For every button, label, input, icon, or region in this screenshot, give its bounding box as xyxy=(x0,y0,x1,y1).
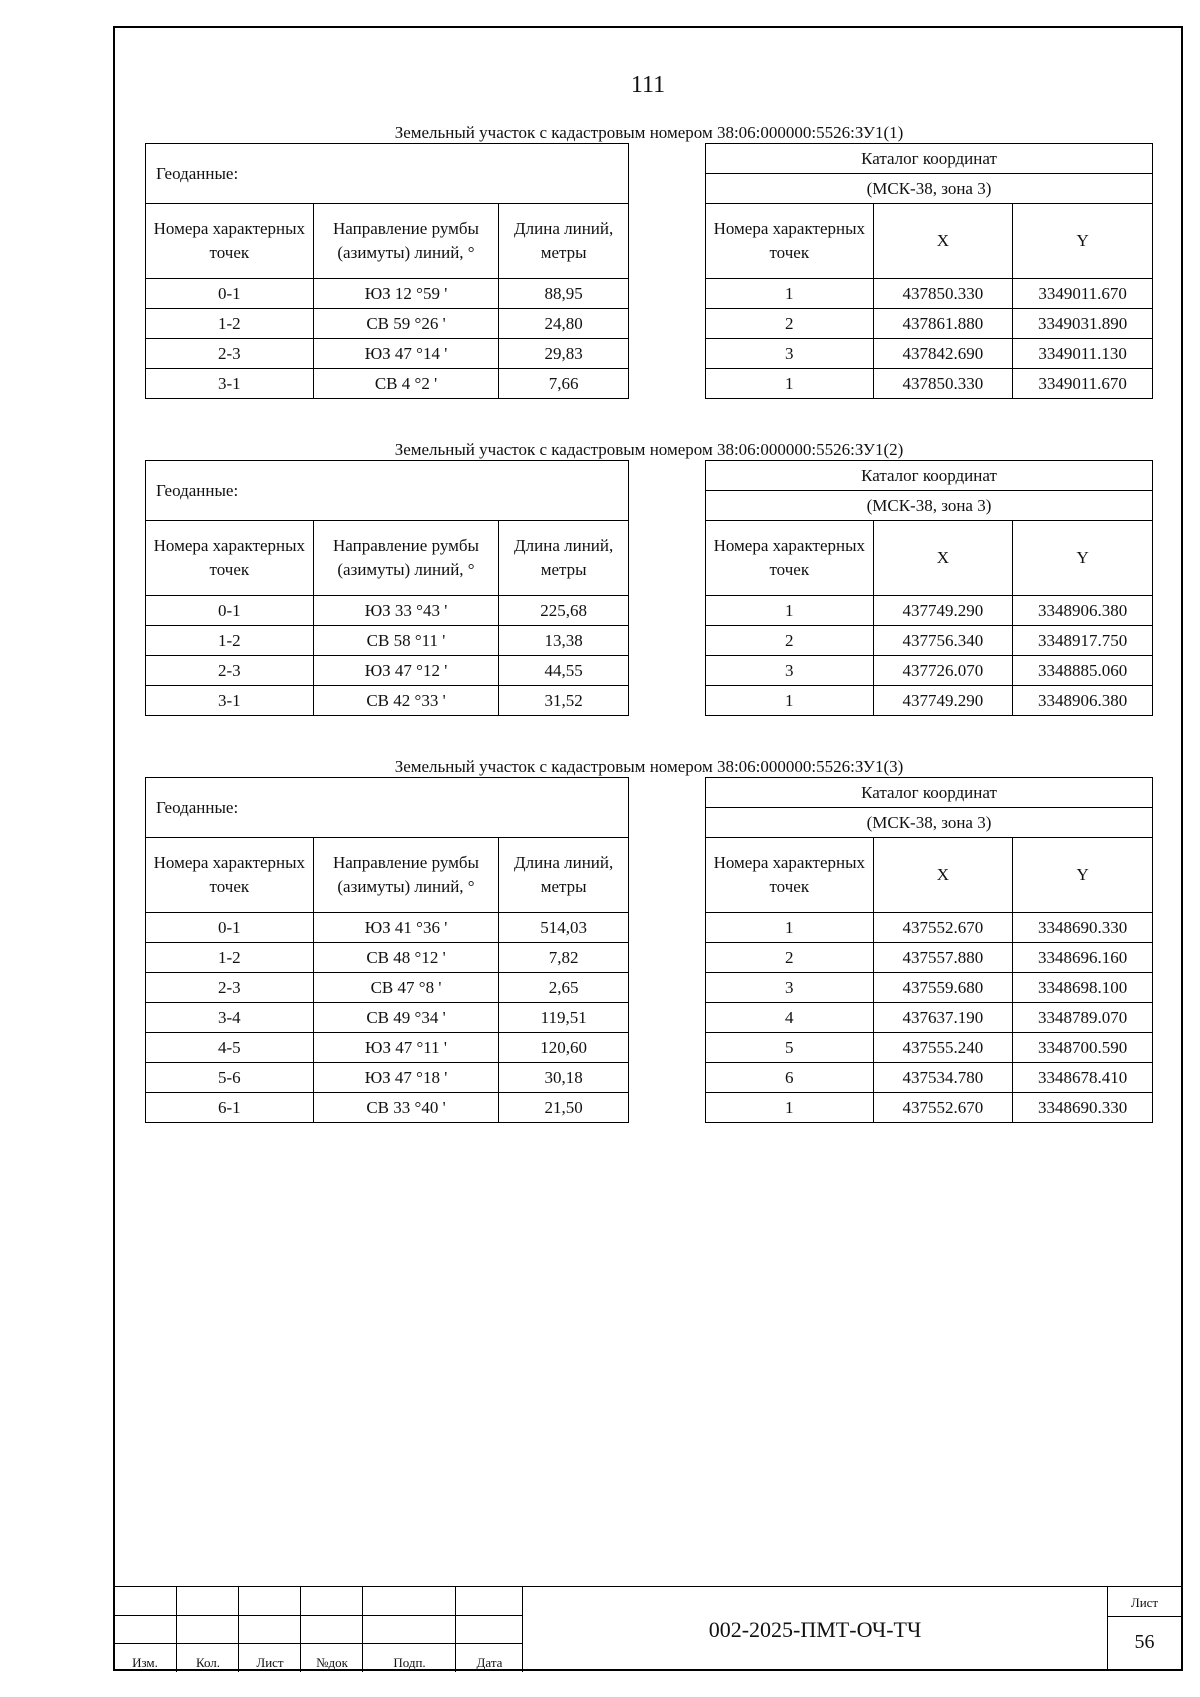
table-cell: 6-1 xyxy=(146,1093,314,1123)
table-cell: 4 xyxy=(706,1003,874,1033)
table-cell: 24,80 xyxy=(499,309,629,339)
table-cell: 3348690.330 xyxy=(1013,913,1153,943)
title-block xyxy=(113,1586,1183,1671)
table-row xyxy=(146,1093,629,1123)
table-cell: СВ 4 °2 ' xyxy=(313,369,499,399)
section-title: Земельный участок с кадастровым номером 38:06:000000:5526:ЗУ1(2) xyxy=(394,440,904,459)
table-cell: СВ 49 °34 ' xyxy=(313,1003,499,1033)
catalog-column-header: Y xyxy=(1013,838,1153,913)
table-cell: 21,50 xyxy=(499,1093,629,1123)
table-cell: ЮЗ 47 °18 ' xyxy=(313,1063,499,1093)
table-row xyxy=(706,1093,1153,1123)
table-cell: 3349011.130 xyxy=(1013,339,1153,369)
table-row xyxy=(146,913,629,943)
table-cell: 5-6 xyxy=(146,1063,314,1093)
stamp-col-izm: Изм. xyxy=(132,1655,158,1670)
table-cell: 1-2 xyxy=(146,309,314,339)
geodata-column-header: Направление румбы (азимуты) линий, ° xyxy=(313,204,499,279)
table-cell: СВ 33 °40 ' xyxy=(313,1093,499,1123)
stamp-col-kol: Кол. xyxy=(195,1655,221,1670)
section-title: Земельный участок с кадастровым номером 38:06:000000:5526:ЗУ1(1) xyxy=(394,123,904,142)
table-cell: 3348698.100 xyxy=(1013,973,1153,1003)
stamp-col-data: Дата xyxy=(476,1655,503,1670)
sheet-label: Лист xyxy=(1130,1595,1159,1610)
table-cell: 7,82 xyxy=(499,943,629,973)
page-number: 111 xyxy=(630,72,666,98)
table-cell: 1-2 xyxy=(146,943,314,973)
stamp-col-podp: Подп. xyxy=(393,1655,426,1670)
table-cell: 30,18 xyxy=(499,1063,629,1093)
table-row xyxy=(146,279,629,309)
document-code: 002-2025-ПМТ-ОЧ-ТЧ xyxy=(523,1586,1108,1671)
geodata-column-header: Длина линий, метры xyxy=(499,521,629,596)
table-cell: 437749.290 xyxy=(873,686,1013,716)
catalog-column-header: Номера характерных точек xyxy=(706,838,874,913)
geodata-table xyxy=(145,777,629,1123)
stamp-col-list: Лист xyxy=(256,1655,284,1670)
table-cell: 437552.670 xyxy=(873,913,1013,943)
table-row xyxy=(706,309,1153,339)
table-cell: 437557.880 xyxy=(873,943,1013,973)
table-cell: 3348700.590 xyxy=(1013,1033,1153,1063)
table-cell: 0-1 xyxy=(146,596,314,626)
table-cell: ЮЗ 12 °59 ' xyxy=(313,279,499,309)
table-cell: 3348696.160 xyxy=(1013,943,1153,973)
table-cell: 120,60 xyxy=(499,1033,629,1063)
table-cell: 514,03 xyxy=(499,913,629,943)
table-cell: 2-3 xyxy=(146,656,314,686)
table-row xyxy=(146,656,629,686)
table-cell: 437534.780 xyxy=(873,1063,1013,1093)
table-row xyxy=(146,339,629,369)
table-cell: 3348678.410 xyxy=(1013,1063,1153,1093)
table-cell: 3349011.670 xyxy=(1013,369,1153,399)
table-row xyxy=(706,369,1153,399)
table-row xyxy=(706,1003,1153,1033)
table-cell: 2,65 xyxy=(499,973,629,1003)
revision-grid xyxy=(113,1586,523,1672)
table-cell: СВ 47 °8 ' xyxy=(313,973,499,1003)
sheet-box xyxy=(1108,1586,1181,1672)
table-row xyxy=(706,279,1153,309)
table-cell: 437850.330 xyxy=(873,369,1013,399)
table-cell: ЮЗ 47 °14 ' xyxy=(313,339,499,369)
table-cell: 3348906.380 xyxy=(1013,596,1153,626)
table-row xyxy=(706,913,1153,943)
table-cell: ЮЗ 47 °12 ' xyxy=(313,656,499,686)
table-cell: СВ 42 °33 ' xyxy=(313,686,499,716)
table-cell: 3349011.670 xyxy=(1013,279,1153,309)
table-cell: 3348885.060 xyxy=(1013,656,1153,686)
table-cell: 437756.340 xyxy=(873,626,1013,656)
table-cell: 2 xyxy=(706,309,874,339)
table-cell: 7,66 xyxy=(499,369,629,399)
table-cell: 225,68 xyxy=(499,596,629,626)
catalog-column-header: X xyxy=(873,204,1013,279)
geodata-column-header: Номера характерных точек xyxy=(146,838,314,913)
table-cell: 3-1 xyxy=(146,369,314,399)
catalog-subtitle: (МСК-38, зона 3) xyxy=(706,174,1153,204)
table-row xyxy=(146,973,629,1003)
table-cell: 3-1 xyxy=(146,686,314,716)
catalog-title: Каталог координат xyxy=(706,461,1153,491)
table-cell: 3 xyxy=(706,656,874,686)
geodata-label: Геоданные: xyxy=(146,778,629,838)
table-cell: СВ 48 °12 ' xyxy=(313,943,499,973)
table-cell: 6 xyxy=(706,1063,874,1093)
geodata-column-header: Номера характерных точек xyxy=(146,521,314,596)
table-row xyxy=(706,1063,1153,1093)
table-cell: 1 xyxy=(706,1093,874,1123)
table-cell: 3-4 xyxy=(146,1003,314,1033)
table-row xyxy=(706,973,1153,1003)
table-cell: 1 xyxy=(706,369,874,399)
table-row xyxy=(706,686,1153,716)
coordinate-catalog-table xyxy=(705,143,1153,399)
table-row xyxy=(706,596,1153,626)
table-cell: 3348906.380 xyxy=(1013,686,1153,716)
table-row xyxy=(146,1003,629,1033)
stamp-col-ndok: №док xyxy=(316,1655,348,1670)
table-cell: 119,51 xyxy=(499,1003,629,1033)
table-cell: 0-1 xyxy=(146,913,314,943)
table-row xyxy=(146,309,629,339)
catalog-column-header: X xyxy=(873,838,1013,913)
table-cell: 437850.330 xyxy=(873,279,1013,309)
table-row xyxy=(706,339,1153,369)
table-cell: ЮЗ 33 °43 ' xyxy=(313,596,499,626)
table-cell: 88,95 xyxy=(499,279,629,309)
geodata-table xyxy=(145,143,629,399)
geodata-table xyxy=(145,460,629,716)
catalog-column-header: Номера характерных точек xyxy=(706,521,874,596)
table-cell: 437552.670 xyxy=(873,1093,1013,1123)
table-cell: 3348690.330 xyxy=(1013,1093,1153,1123)
geodata-column-header: Длина линий, метры xyxy=(499,204,629,279)
table-row xyxy=(146,943,629,973)
table-row xyxy=(706,1033,1153,1063)
table-cell: 1 xyxy=(706,686,874,716)
table-row xyxy=(146,1033,629,1063)
table-cell: 2 xyxy=(706,943,874,973)
table-cell: 13,38 xyxy=(499,626,629,656)
table-cell: 1-2 xyxy=(146,626,314,656)
catalog-column-header: Y xyxy=(1013,521,1153,596)
table-row xyxy=(146,626,629,656)
table-cell: 437861.880 xyxy=(873,309,1013,339)
table-row xyxy=(706,943,1153,973)
geodata-label: Геоданные: xyxy=(146,144,629,204)
table-cell: 2-3 xyxy=(146,339,314,369)
table-cell: 1 xyxy=(706,913,874,943)
catalog-title: Каталог координат xyxy=(706,144,1153,174)
table-cell: СВ 59 °26 ' xyxy=(313,309,499,339)
table-cell: 437726.070 xyxy=(873,656,1013,686)
table-cell: 44,55 xyxy=(499,656,629,686)
table-cell: 1 xyxy=(706,596,874,626)
section-title: Земельный участок с кадастровым номером 38:06:000000:5526:ЗУ1(3) xyxy=(394,757,904,776)
table-cell: 3348917.750 xyxy=(1013,626,1153,656)
table-cell: 5 xyxy=(706,1033,874,1063)
table-cell: 3 xyxy=(706,339,874,369)
coordinate-catalog-table xyxy=(705,777,1153,1123)
geodata-column-header: Направление румбы (азимуты) линий, ° xyxy=(313,838,499,913)
geodata-column-header: Длина линий, метры xyxy=(499,838,629,913)
table-cell: ЮЗ 47 °11 ' xyxy=(313,1033,499,1063)
geodata-column-header: Направление румбы (азимуты) линий, ° xyxy=(313,521,499,596)
table-cell: 437637.190 xyxy=(873,1003,1013,1033)
table-cell: ЮЗ 41 °36 ' xyxy=(313,913,499,943)
table-cell: 3349031.890 xyxy=(1013,309,1153,339)
catalog-column-header: Y xyxy=(1013,204,1153,279)
table-cell: 31,52 xyxy=(499,686,629,716)
table-cell: СВ 58 °11 ' xyxy=(313,626,499,656)
catalog-column-header: Номера характерных точек xyxy=(706,204,874,279)
table-row xyxy=(146,1063,629,1093)
table-row xyxy=(706,626,1153,656)
catalog-column-header: X xyxy=(873,521,1013,596)
catalog-subtitle: (МСК-38, зона 3) xyxy=(706,808,1153,838)
table-cell: 437555.240 xyxy=(873,1033,1013,1063)
catalog-subtitle: (МСК-38, зона 3) xyxy=(706,491,1153,521)
table-cell: 437559.680 xyxy=(873,973,1013,1003)
table-cell: 4-5 xyxy=(146,1033,314,1063)
table-cell: 2 xyxy=(706,626,874,656)
coordinate-catalog-table xyxy=(705,460,1153,716)
table-row xyxy=(706,656,1153,686)
sheet-number: 56 xyxy=(1134,1631,1155,1653)
table-row xyxy=(146,596,629,626)
table-cell: 437842.690 xyxy=(873,339,1013,369)
table-cell: 1 xyxy=(706,279,874,309)
table-cell: 3348789.070 xyxy=(1013,1003,1153,1033)
table-cell: 0-1 xyxy=(146,279,314,309)
table-cell: 437749.290 xyxy=(873,596,1013,626)
catalog-title: Каталог координат xyxy=(706,778,1153,808)
table-cell: 29,83 xyxy=(499,339,629,369)
geodata-label: Геоданные: xyxy=(146,461,629,521)
table-row xyxy=(146,686,629,716)
table-cell: 3 xyxy=(706,973,874,1003)
table-row xyxy=(146,369,629,399)
table-cell: 2-3 xyxy=(146,973,314,1003)
geodata-column-header: Номера характерных точек xyxy=(146,204,314,279)
